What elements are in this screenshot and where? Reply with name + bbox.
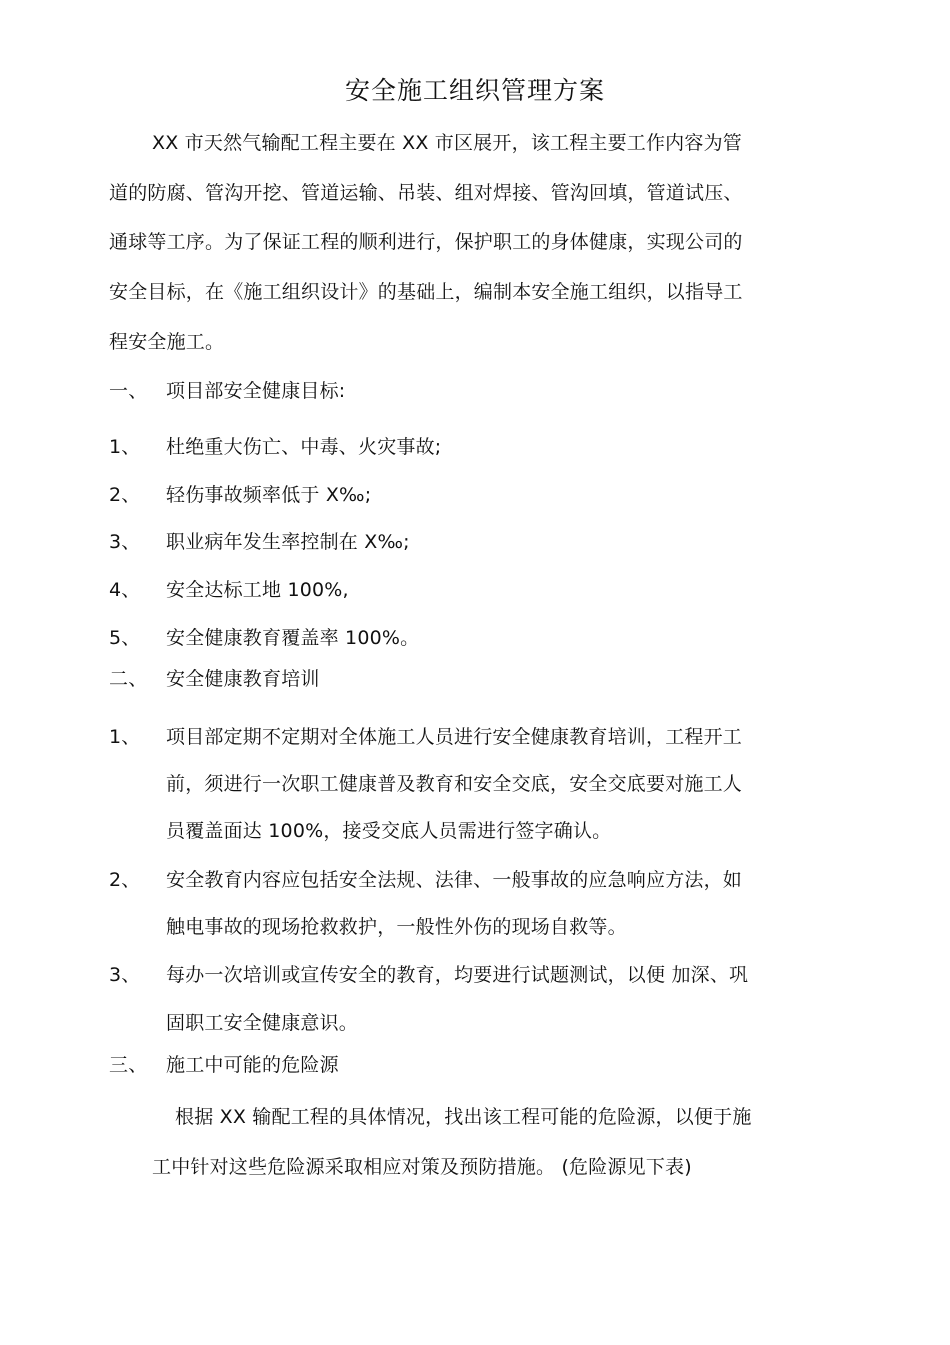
list-item: 安全健康教育覆盖率 100%。 <box>166 627 420 649</box>
list-item-number: 4、 <box>109 579 141 601</box>
section-number: 二、 <box>109 668 148 690</box>
list-item-number: 2、 <box>109 869 141 891</box>
intro-line: 安全目标，在《施工组织设计》的基础上，编制本安全施工组织，以指导工 <box>109 281 743 303</box>
list-item-line: 固职工安全健康意识。 <box>166 1012 359 1034</box>
list-item-line: 前，须进行一次职工健康普及教育和安全交底，安全交底要对施工人 <box>166 773 743 795</box>
list-item-line: 员覆盖面达 100%，接受交底人员需进行签字确认。 <box>166 820 612 842</box>
section-body-line: 根据 XX 输配工程的具体情况，找出该工程可能的危险源，以便于施 <box>175 1106 752 1128</box>
intro-line: 通球等工序。为了保证工程的顺利进行，保护职工的身体健康，实现公司的 <box>109 231 743 253</box>
list-item-line: 安全教育内容应包括安全法规、法律、一般事故的应急响应方法，如 <box>166 869 743 891</box>
intro-line: XX 市天然气输配工程主要在 XX 市区展开，该工程主要工作内容为管 <box>152 132 742 154</box>
list-item-number: 5、 <box>109 627 141 649</box>
section-heading: 安全健康教育培训 <box>166 668 320 690</box>
list-item-line: 每办一次培训或宣传安全的教育，均要进行试题测试，以便 加深、巩 <box>166 964 749 986</box>
list-item-number: 1、 <box>109 436 141 458</box>
section-heading: 项目部安全健康目标: <box>166 380 346 402</box>
list-item: 安全达标工地 100%, <box>166 579 349 601</box>
list-item: 职业病年发生率控制在 X‰; <box>166 531 410 553</box>
list-item-line: 触电事故的现场抢救救护，一般性外伤的现场自救等。 <box>166 916 627 938</box>
list-item-number: 3、 <box>109 531 141 553</box>
list-item: 杜绝重大伤亡、中毒、火灾事故; <box>166 436 442 458</box>
list-item: 轻伤事故频率低于 X‰; <box>166 484 372 506</box>
section-number: 三、 <box>109 1054 148 1076</box>
intro-line: 道的防腐、管沟开挖、管道运输、吊装、组对焊接、管沟回填，管道试压、 <box>109 182 743 204</box>
section-heading: 施工中可能的危险源 <box>166 1054 339 1076</box>
document-title: 安全施工组织管理方案 <box>344 76 605 105</box>
section-number: 一、 <box>109 380 148 402</box>
section-body-line: 工中针对这些危险源采取相应对策及预防措施。 (危险源见下表) <box>152 1156 692 1178</box>
list-item-number: 2、 <box>109 484 141 506</box>
list-item-line: 项目部定期不定期对全体施工人员进行安全健康教育培训，工程开工 <box>166 726 743 748</box>
intro-line: 程安全施工。 <box>109 331 225 353</box>
list-item-number: 1、 <box>109 726 141 748</box>
list-item-number: 3、 <box>109 964 141 986</box>
